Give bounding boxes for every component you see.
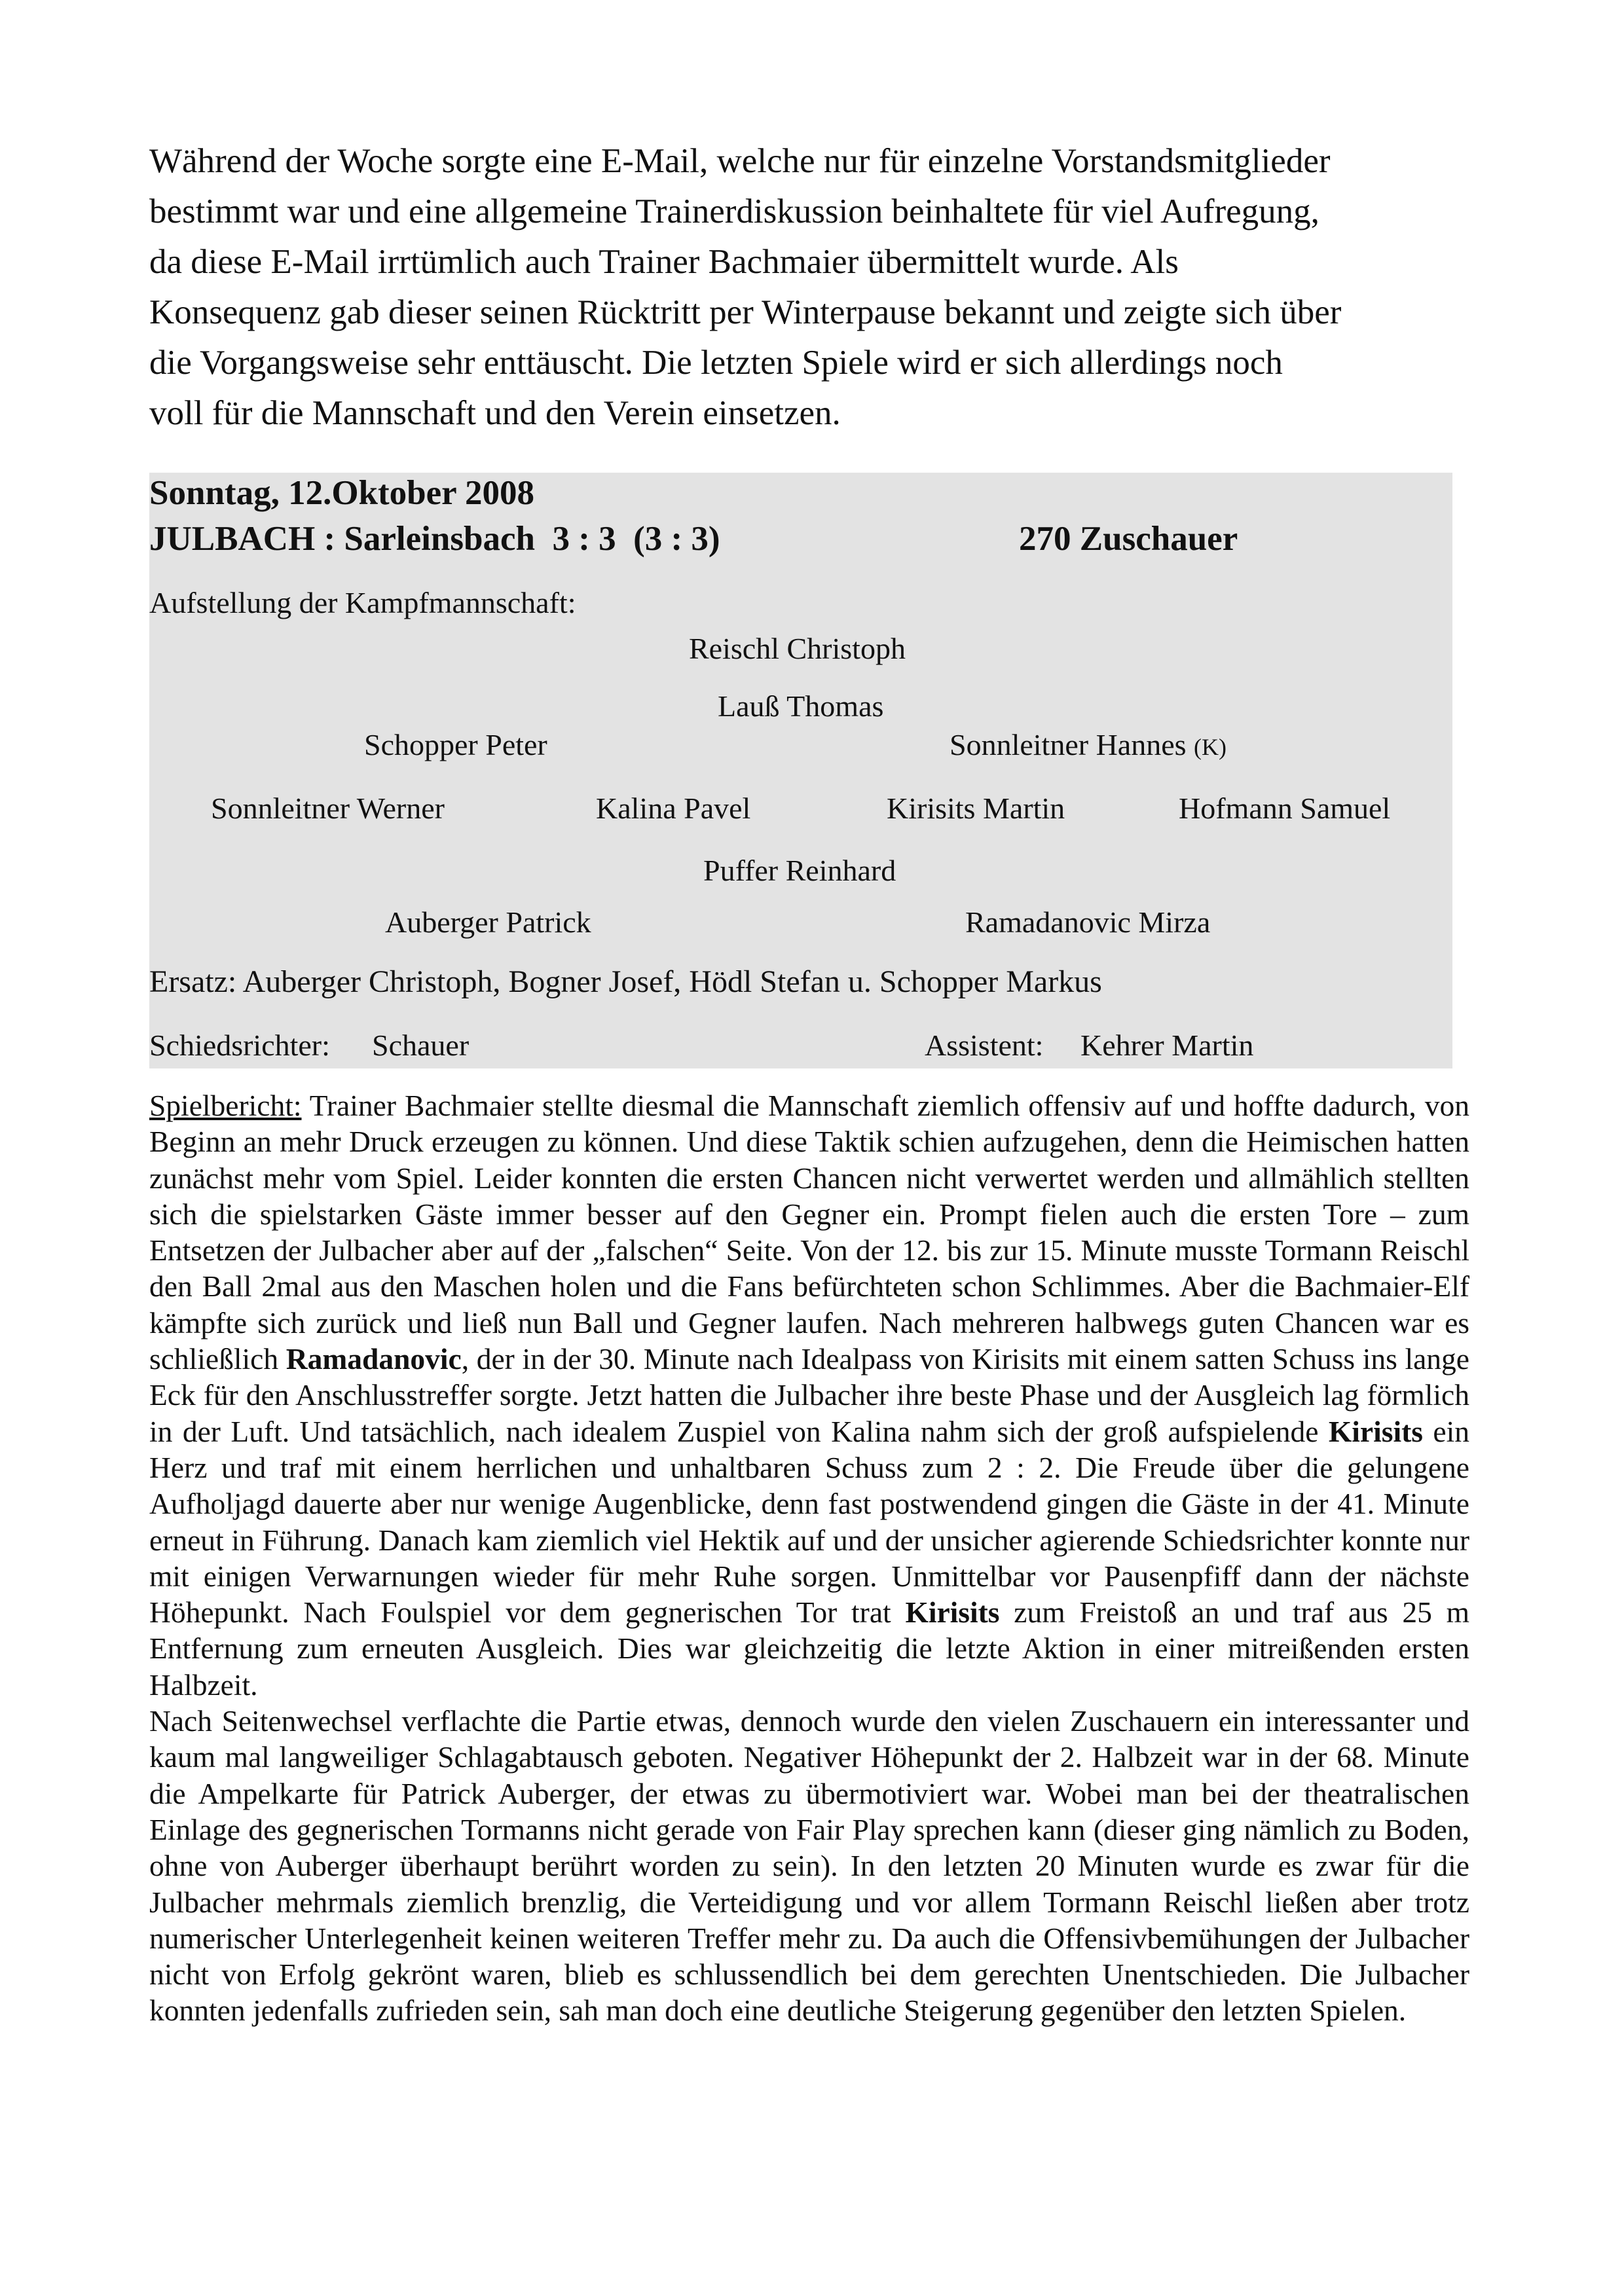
player-playmaker: Puffer Reinhard <box>703 854 896 887</box>
scorer-name: Ramadanovic <box>286 1342 462 1376</box>
report-label: Spielbericht: <box>149 1089 302 1122</box>
intro-paragraph <box>149 136 1469 439</box>
substitutes: Ersatz: Auberger Christoph, Bogner Josef, Hödl Stefan u. Schopper Markus <box>149 964 1102 999</box>
match-result: JULBACH : Sarleinsbach 3 : 3 (3 : 3) <box>149 520 720 558</box>
report-text: Trainer Bachmaier stellte diesmal die Mannschaft ziemlich offensiv auf und hoffte dadurch, von Beginn an mehr Druck erzeugen zu können. Und diese Taktik schien aufzugehen, denn die Heimischen hatten zunächst mehr vom Spiel. Leider konnten die ersten Chancen nicht verwertet werden und allmählich stellten sich die spielstarken Gäste immer besser auf den Gegner ein. Prompt fielen auch die ersten Tore – zum Entsetzen der Julbacher aber auf der „falschen“ Seite. Von der 12. bis zur 15. Minute musste Tormann Reischl den Ball 2mal aus den Maschen holen und die Fans befürchteten schon Schlimmes. Aber die Bachmaier-Elf kämpfte sich zurück und ließ nun Ball und Gegner laufen. Nach mehreren halbwegs guten Chancen war es schließlich <box>149 1089 1469 1376</box>
intro-line: voll für die Mannschaft und den Verein einsetzen. <box>149 394 841 432</box>
match-report <box>149 1087 1469 2029</box>
intro-line: Konsequenz gab dieser seinen Rücktritt per Winterpause bekannt und zeigte sich über <box>149 293 1342 331</box>
referee-label: Schiedsrichter: <box>149 1029 330 1062</box>
player-sweeper: Lauß Thomas <box>718 689 884 723</box>
player-midfield-1: Sonnleitner Werner <box>211 792 445 825</box>
intro-line: die Vorgangsweise sehr enttäuscht. Die letzten Spiele wird er sich allerdings noch <box>149 344 1283 382</box>
report-paragraph-2: Nach Seitenwechsel verflachte die Partie etwas, dennoch wurde den vielen Zuschauern ein interessanter und kaum mal langweiliger Schlagabtausch geboten. Negativer Höhepunkt der 2. Halbzeit war in der 68. Minute die Ampelkarte für Patrick Auberger, der etwas zu übermotiviert war. Wobei man bei der theatralischen Einlage des gegnerischen Tormanns nicht gerade von Fair Play sprechen kann (dieser ging nämlich zu Boden, ohne von Auberger überhaupt berührt worden zu sein). In den letzten 20 Minuten wurde es zwar für die Julbacher mehrmals ziemlich brenzlig, die Verteidigung und vor allem Tormann Reischl ließen aber trotz numerischer Unterlegenheit keinen weiteren Treffer mehr zu. Da auch die Offensivbemühungen der Julbacher nicht von Erfolg gekrönt waren, blieb es schlussendlich bei dem gerechten Unentschieden. Die Julbacher konnten jedenfalls zufrieden sein, sah man doch eine deutliche Steigerung gegenüber den letzten Spielen. <box>149 1704 1469 2028</box>
report-text: , der in der 30. Minute nach Idealpass von Kirisits mit einem satten Schuss ins lange Eck für den Anschlusstreffer sorgte. Jetzt hatten die Julbacher ihre beste Phase und der Ausgleich lag förmlich in der Luft. Und tatsächlich, nach idealem Zuspiel von Kalina nahm sich der groß aufspielende <box>149 1342 1469 1448</box>
player-name: Sonnleitner Hannes <box>950 728 1187 761</box>
player-midfield-2: Kalina Pavel <box>596 792 751 825</box>
player-forward-left: Auberger Patrick <box>385 905 591 939</box>
player-midfield-3: Kirisits Martin <box>887 792 1065 825</box>
referee-name: Schauer <box>372 1029 470 1062</box>
intro-line: Während der Woche sorgte eine E-Mail, welche nur für einzelne Vorstandsmitglieder <box>149 142 1331 180</box>
player-forward-right: Ramadanovic Mirza <box>965 905 1211 939</box>
report-paragraph-1 <box>149 1087 1469 1703</box>
spectator-count: 270 Zuschauer <box>1019 520 1238 558</box>
lineup-heading: Aufstellung der Kampfmannschaft: <box>149 586 576 619</box>
assistant-label: Assistent: <box>925 1029 1044 1062</box>
assistant-name: Kehrer Martin <box>1080 1029 1254 1062</box>
player-defender-right <box>950 727 1227 765</box>
player-goalkeeper: Reischl Christoph <box>689 632 906 665</box>
player-defender-left: Schopper Peter <box>364 728 547 761</box>
scorer-name: Kirisits <box>1328 1414 1423 1448</box>
intro-line: bestimmt war und eine allgemeine Trainerdiskussion beinhaltete für viel Aufregung, <box>149 192 1320 230</box>
captain-mark: (K) <box>1194 734 1227 760</box>
player-midfield-4: Hofmann Samuel <box>1179 792 1391 825</box>
match-date: Sonntag, 12.Oktober 2008 <box>149 474 534 512</box>
scorer-name: Kirisits <box>905 1595 1000 1630</box>
report-text: zum Freistoß an und traf aus 25 m Entfernung zum erneuten Ausgleich. Dies war gleichzeitig die letzte Aktion in einer mitreißenden ersten Halbzeit. <box>149 1595 1470 1702</box>
intro-line: da diese E-Mail irrtümlich auch Trainer Bachmaier übermittelt wurde. Als <box>149 243 1179 281</box>
report-text: ein Herz und traf mit einem herrlichen und unhaltbaren Schuss zum 2 : 2. Die Freude über die gelungene Aufholjagd dauerte aber nur wenige Augenblicke, denn fast postwendend gingen die Gäste in der 41. Minute erneut in Führung. Danach kam ziemlich viel Hektik auf und der unsicher agierende Schiedsrichter konnte nur mit einigen Verwarnungen wieder für mehr Ruhe sorgen. Unmittelbar vor Pausenpfiff dann der nächste Höhepunkt. Nach Foulspiel vor dem gegnerischen Tor trat <box>149 1414 1469 1630</box>
